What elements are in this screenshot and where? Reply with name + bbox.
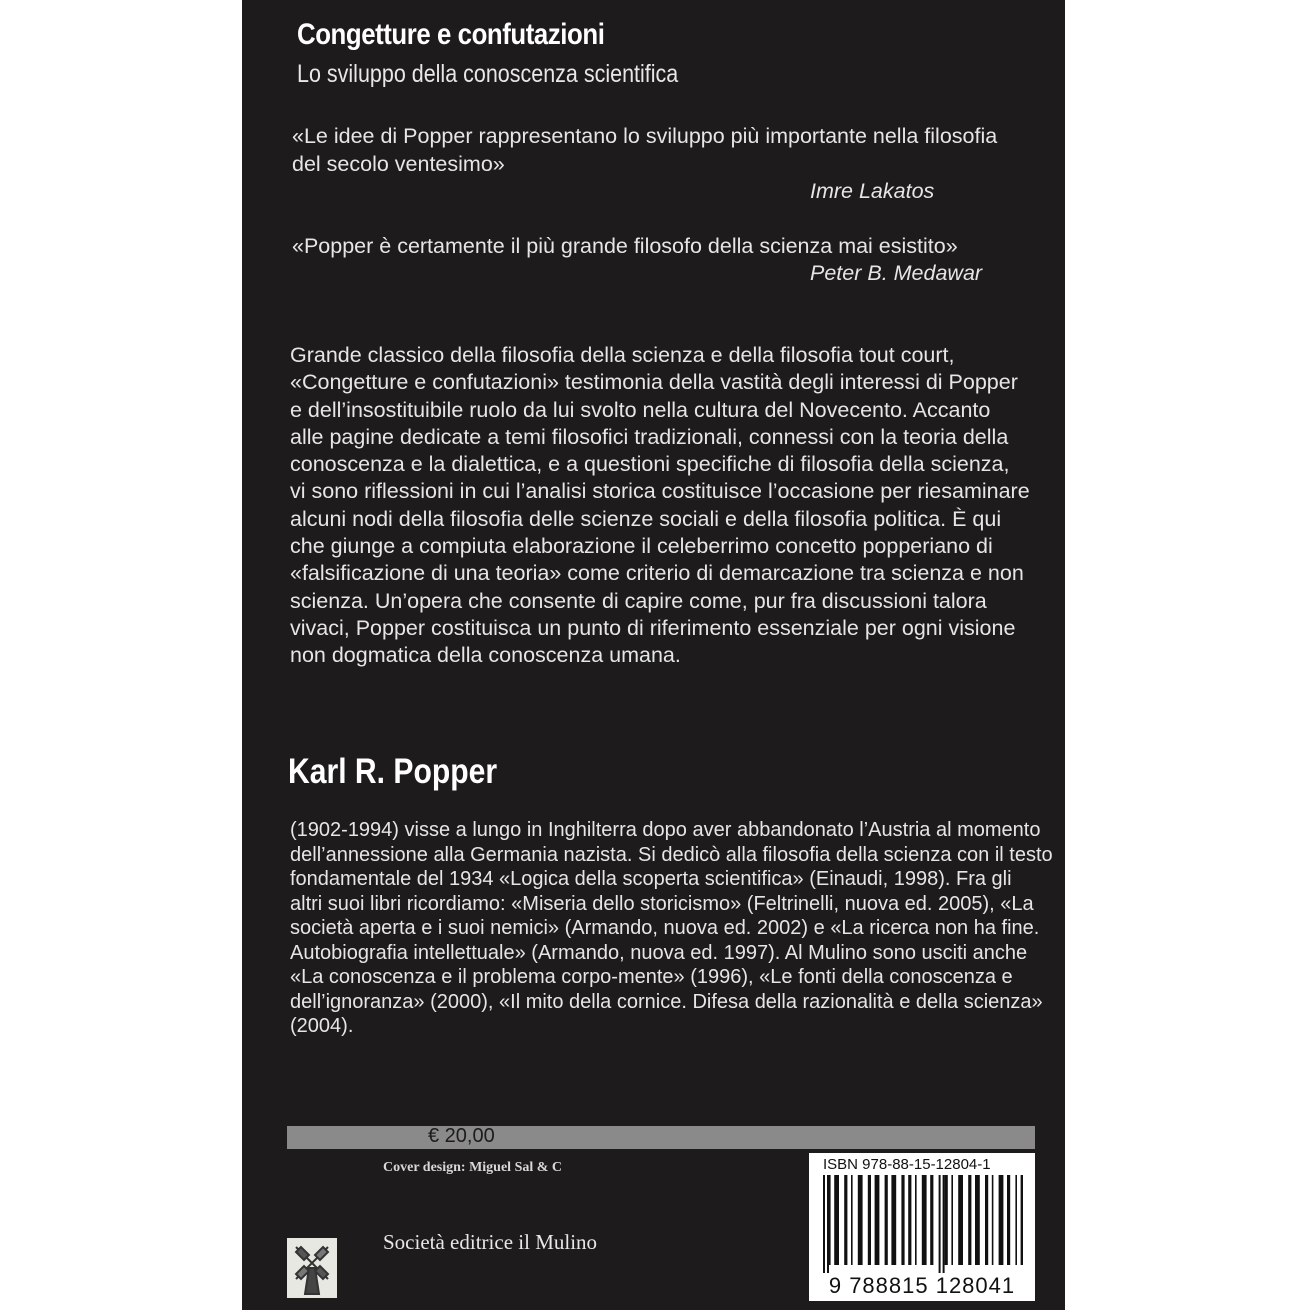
price: € 20,00 [428, 1125, 495, 1147]
barcode-digits: 9 788815 128041 [828, 1273, 1016, 1298]
publisher-name: Società editrice il Mulino [383, 1230, 598, 1254]
quote-medawar: «Popper è certamente il più grande filosofo della scienza mai esistito» [292, 234, 958, 258]
book-description: Grande classico della filosofia della scienza e della filosofia tout court, «Congetture e confutazioni» testimonia della vastità degli interessi di Popper e dell’insostituibile ruolo da lui svolto nella cultura del Novecento. Accanto alle pagine dedicate a temi filosofici tradizionali, connessi con la teoria della conoscenza e la dialettica, e a questioni specifiche di filosofia della scienza, vi sono riflessioni in cui l’analisi storica costituisce l’occasione per riesaminare alcuni nodi della filosofia delle scienze sociali e della filosofia politica. È qui che giunge a compiuta elaborazione il celeberrimo concetto popperiano di «falsificazione di una teoria» come criterio di demarcazione tra scienza e non scienza. Un’opera che consente di capire come, pur fra discussioni talora vivaci, Popper costituisca un punto di riferimento essenziale per ogni visione non dogmatica della conoscenza umana. [290, 343, 1030, 668]
isbn-label: ISBN 978-88-15-12804-1 [823, 1156, 991, 1173]
book-subtitle: Lo sviluppo della conoscenza scientifica [297, 60, 679, 88]
quote-lakatos: «Le idee di Popper rappresentano lo sviluppo più importante nella filosofia del secolo ventesimo» [292, 124, 998, 176]
price-band [287, 1126, 1035, 1149]
book-title: Congetture e confutazioni [297, 18, 605, 51]
barcode-panel [809, 1153, 1035, 1301]
quote-attribution-medawar: Peter B. Medawar [810, 261, 983, 285]
author-bio: (1902-1994) visse a lungo in Inghilterra dopo aver abbandonato l’Austria al momento dell’annessione alla Germania nazista. Si dedicò alla filosofia della scienza con il testo fondamentale del 1934 «Logica della scoperta scientifica» (Einaudi, 1998). Fra gli altri suoi libri ricordiamo: «Miseria dello storicismo» (Feltrinelli, nuova ed. 2005), «La società aperta e i suoi nemici» (Armando, nuova ed. 2002) e «La ricerca non ha fine. Autobiografia intellettuale» (Armando, nuova ed. 1997). Al Mulino sono usciti anche «La conoscenza e il problema corpo-mente» (1996), «Le fonti della conoscenza e dell’ignoranza» (2000), «Il mito della cornice. Difesa della razionalità e della scienza» (2004). [290, 819, 1053, 1037]
back-cover [242, 0, 1065, 1310]
cover-design-credit: Cover design: Miguel Sal & C [383, 1160, 563, 1175]
barcode-icon [821, 1175, 1023, 1273]
author-name: Karl R. Popper [288, 752, 498, 791]
quote-attribution-lakatos: Imre Lakatos [810, 179, 935, 203]
windmill-icon [287, 1238, 337, 1298]
